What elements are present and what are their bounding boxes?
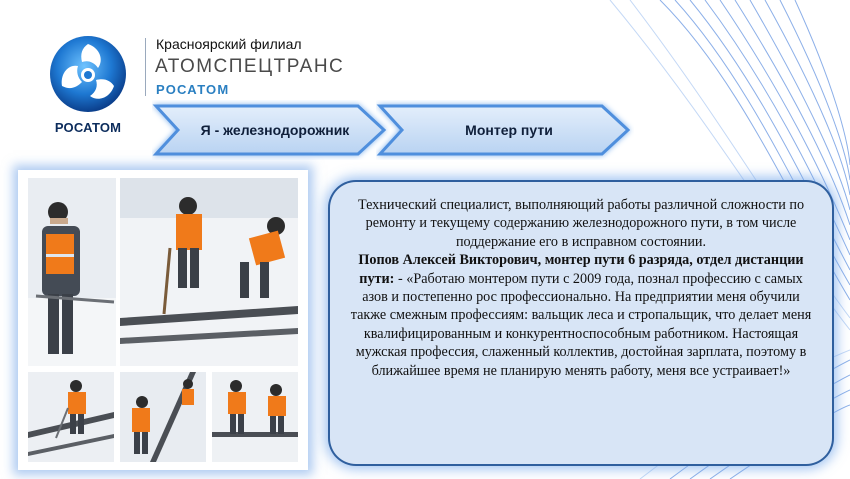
- tab-track-fitter[interactable]: [376, 100, 634, 160]
- tab-label: Я - железнодорожник: [200, 122, 350, 138]
- photo-workers-with-tools: [212, 372, 298, 462]
- photo-workers-on-track: [120, 178, 298, 366]
- photo-workers-bending: [120, 372, 206, 462]
- photo-worker-standing: [28, 178, 116, 366]
- rosatom-atom-logo: [48, 34, 128, 114]
- profession-intro: Технический специалист, выполняющий работы различной сложности по ремонту и текущему содержанию железнодорожного пути, в том числе поддержание его в исправном состоянии.: [357, 197, 805, 250]
- photo-collage: [18, 170, 308, 470]
- brand-name: РОСАТОМ: [156, 82, 230, 97]
- photo-worker-with-crowbar: [28, 372, 114, 462]
- branch-name: Красноярский филиал: [156, 36, 302, 52]
- employee-quote: - «Работаю монтером пути с 2009 года, познал профессию с самых азов и постепенно рос профессионально. На предприятии меня обучили также смежным профессиям: вальщик леса и стропальщик, что делает меня квалифицированным и конкурентноспособным работником. Настоящая мужская профессия, слаженный коллектив, достойная зарплата, поэтому в ближайшее время не планирую менять работу, меня все устраивает!»: [350, 270, 812, 379]
- description-card: [330, 182, 832, 464]
- employee-name: Попов Алексей Викторович, монтер пути 6 разряда, отдел дистанции пути:: [358, 252, 804, 287]
- tab-label: Монтер пути: [465, 122, 553, 138]
- tab-railway-worker[interactable]: [152, 100, 390, 160]
- company-name: АТОМСПЕЦТРАНС: [155, 56, 345, 77]
- logo-wordmark: РОСАТОМ: [54, 120, 122, 135]
- header-divider: [145, 38, 146, 96]
